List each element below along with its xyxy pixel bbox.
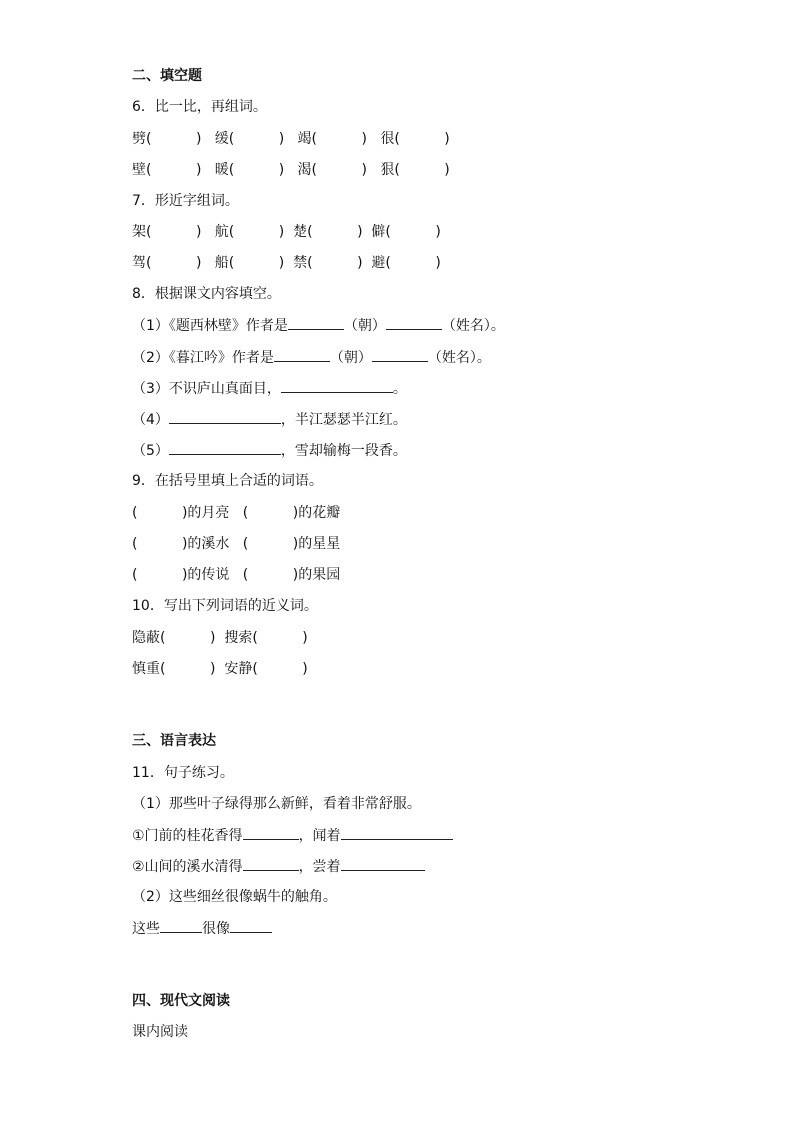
question-11-line-a2 — [132, 856, 425, 877]
question-7-row-2: 驾( ) 船( ) 禁( ) 避( ) — [132, 255, 441, 271]
blank[interactable] — [230, 918, 272, 933]
question-6-row-1: 劈( ) 缓( ) 竭( ) 很( ) — [132, 131, 450, 147]
blank[interactable] — [243, 856, 299, 871]
question-9-row-3: ( )的传说 ( )的果园 — [132, 567, 341, 583]
fill-text: （3）不识庐山真面目， — [132, 381, 281, 397]
fill-text: ②山间的溪水清得 — [132, 859, 243, 875]
question-6-prompt: 6．比一比，再组词。 — [132, 99, 267, 115]
fill-text: （1）《题西林壁》作者是 — [132, 318, 288, 334]
question-8-line-1 — [132, 315, 505, 336]
question-8-line-5 — [132, 440, 407, 461]
blank[interactable] — [288, 315, 344, 330]
question-6-row-2: 壁( ) 暖( ) 渴( ) 狠( ) — [132, 162, 450, 178]
question-7-prompt: 7．形近字组词。 — [132, 193, 239, 209]
blank[interactable] — [341, 856, 425, 871]
section-title: 四、现代文阅读 — [132, 993, 230, 1009]
blank[interactable] — [372, 347, 428, 362]
question-11-line-a1 — [132, 825, 453, 846]
blank[interactable] — [341, 825, 453, 840]
question-8-prompt: 8．根据课文内容填空。 — [132, 286, 281, 302]
blank[interactable] — [160, 918, 202, 933]
question-8-line-4 — [132, 409, 407, 430]
fill-text: （2）《暮江吟》作者是 — [132, 350, 274, 366]
fill-text: 。 — [392, 381, 407, 397]
fill-text: ，闻着 — [298, 828, 341, 844]
section-title: 三、语言表达 — [132, 733, 216, 749]
blank[interactable] — [169, 409, 281, 424]
fill-text: ①门前的桂花香得 — [132, 828, 243, 844]
question-8-line-2 — [132, 347, 491, 368]
question-9-row-2: ( )的溪水 ( )的星星 — [132, 536, 341, 552]
fill-text: （5） — [132, 443, 169, 459]
question-11-line-b — [132, 918, 272, 939]
fill-text: ，半江瑟瑟半江红。 — [280, 412, 407, 428]
fill-text: 很像 — [202, 921, 230, 937]
fill-text: （朝） — [329, 350, 372, 366]
section-title: 二、填空题 — [132, 68, 202, 84]
question-8-line-3 — [132, 378, 407, 399]
question-10-prompt: 10．写出下列词语的近义词。 — [132, 598, 318, 614]
question-11-prompt: 11．句子练习。 — [132, 765, 234, 781]
fill-text: （4） — [132, 412, 169, 428]
question-10-row-1: 隐蔽( ) 搜索( ) — [132, 630, 308, 646]
fill-text: ，尝着 — [298, 859, 341, 875]
question-11-sub-2: （2）这些细丝很像蜗牛的触角。 — [132, 889, 337, 905]
fill-text: ，雪却输梅一段香。 — [280, 443, 407, 459]
subheading: 课内阅读 — [132, 1024, 188, 1040]
question-9-prompt: 9．在括号里填上合适的词语。 — [132, 473, 323, 489]
question-11-sub-1: （1）那些叶子绿得那么新鲜，看着非常舒服。 — [132, 796, 421, 812]
blank[interactable] — [274, 347, 330, 362]
question-9-row-1: ( )的月亮 ( )的花瓣 — [132, 505, 341, 521]
blank[interactable] — [281, 378, 393, 393]
fill-text: 这些 — [132, 921, 160, 937]
blank[interactable] — [386, 315, 442, 330]
fill-text: （姓名）。 — [441, 318, 505, 334]
blank[interactable] — [243, 825, 299, 840]
fill-text: （姓名）。 — [427, 350, 491, 366]
blank[interactable] — [169, 440, 281, 455]
question-10-row-2: 慎重( ) 安静( ) — [132, 661, 308, 677]
question-7-row-1: 架( ) 航( ) 楚( ) 僻( ) — [132, 224, 441, 240]
fill-text: （朝） — [343, 318, 386, 334]
